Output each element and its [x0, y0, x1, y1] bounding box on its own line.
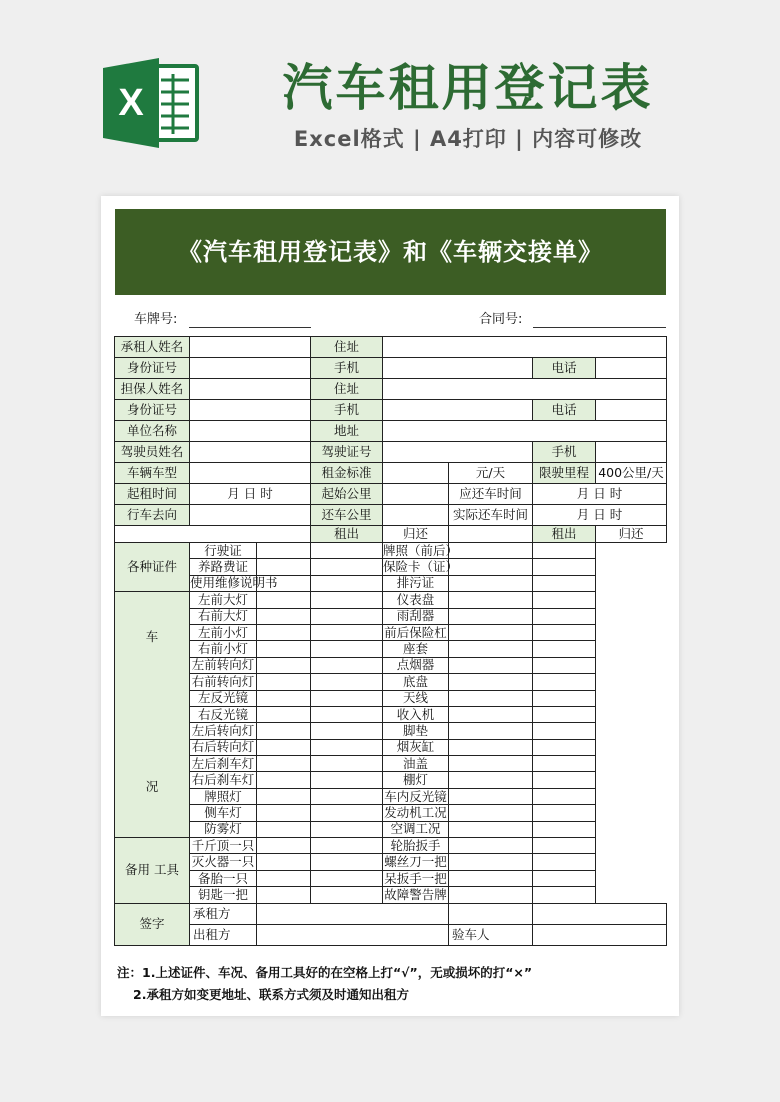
mileage-value: 400公里/天 [596, 463, 667, 484]
input-cell[interactable] [383, 463, 449, 484]
checklist-row [115, 674, 667, 690]
check-back-cell[interactable] [311, 543, 383, 559]
item-label: 雨刮器 [383, 608, 449, 624]
item-label: 前后保险杠 [384, 624, 447, 640]
check-out-cell[interactable] [257, 821, 311, 837]
check-back-cell[interactable] [533, 657, 596, 673]
plate-field[interactable] [189, 327, 311, 328]
cell-label: 电话 [533, 400, 596, 421]
checklist-row [115, 592, 667, 608]
item-label: 底盘 [383, 674, 449, 690]
item-label: 左后转向灯 [190, 723, 257, 739]
check-back-cell[interactable] [533, 543, 596, 559]
input-cell[interactable] [190, 358, 311, 379]
check-out-cell[interactable] [449, 870, 533, 886]
checklist-row [115, 690, 667, 706]
input-cell[interactable] [190, 463, 311, 484]
check-back-cell[interactable] [311, 559, 383, 575]
item-label: 使用维修说明书 [190, 575, 278, 591]
col-header-back: 归还 [596, 526, 667, 543]
cell-label: 实际还车时间 [449, 505, 533, 526]
rent-unit: 元/天 [449, 463, 533, 484]
item-label: 右前小灯 [190, 641, 257, 657]
checklist-row [115, 706, 667, 722]
check-back-cell[interactable] [311, 772, 383, 788]
cell-label: 住址 [311, 379, 383, 400]
note-line: 注：1.上述证件、车况、备用工具好的在空格上打“√”，无或损坏的打“×” [117, 965, 533, 980]
input-cell[interactable] [190, 505, 311, 526]
checklist-row [115, 739, 667, 755]
check-out-cell[interactable] [449, 854, 533, 870]
input-cell[interactable] [383, 421, 667, 442]
item-label: 发动机工况 [384, 804, 447, 820]
cell-label: 行车去向 [115, 505, 190, 526]
check-back-cell[interactable] [311, 608, 383, 624]
item-label: 烟灰缸 [383, 739, 449, 755]
checklist-row [115, 624, 667, 640]
date-cell[interactable]: 月 日 时 [190, 484, 311, 505]
checklist-row [115, 575, 667, 591]
check-out-cell[interactable] [449, 543, 533, 559]
item-label: 左前大灯 [190, 592, 257, 608]
cell-label: 驾驶员姓名 [115, 442, 190, 463]
input-cell[interactable] [383, 337, 667, 358]
cell-label: 担保人姓名 [115, 379, 190, 400]
check-out-cell[interactable] [257, 690, 311, 706]
cell-label: 还车公里 [311, 505, 383, 526]
check-out-cell[interactable] [449, 690, 533, 706]
check-back-cell[interactable] [311, 805, 383, 821]
cell-label: 地址 [311, 421, 383, 442]
item-label: 右前大灯 [190, 608, 257, 624]
item-label: 车内反光镜 [384, 788, 447, 804]
check-out-cell[interactable] [257, 788, 311, 804]
check-out-cell[interactable] [449, 706, 533, 722]
check-back-cell[interactable] [533, 788, 596, 804]
item-label: 右后刹车灯 [190, 772, 257, 788]
check-out-cell[interactable] [449, 821, 533, 837]
item-label: 灭火器一只 [190, 854, 257, 870]
col-header-back: 归还 [383, 526, 449, 543]
check-back-cell[interactable] [311, 641, 383, 657]
contract-field[interactable] [533, 327, 666, 328]
col-header-out: 租出 [311, 526, 383, 543]
check-back-cell[interactable] [311, 723, 383, 739]
check-back-cell[interactable] [533, 756, 596, 772]
cell-label: 手机 [311, 400, 383, 421]
check-out-cell[interactable] [449, 838, 533, 854]
cell-label: 租金标准 [311, 463, 383, 484]
check-back-cell[interactable] [533, 838, 596, 854]
check-back-cell[interactable] [533, 559, 596, 575]
checklist-row [115, 657, 667, 673]
check-out-cell[interactable] [257, 870, 311, 886]
input-cell[interactable] [596, 442, 667, 463]
car-group-label: 车 [145, 629, 159, 645]
renter-sign-label: 承租方 [190, 903, 257, 924]
check-back-cell[interactable] [311, 788, 383, 804]
check-out-cell[interactable] [449, 592, 533, 608]
check-out-cell[interactable] [449, 739, 533, 755]
item-label: 牌照灯 [190, 788, 257, 804]
item-label: 仪表盘 [383, 592, 449, 608]
item-label: 右后转向灯 [190, 739, 257, 755]
checklist-row [115, 543, 667, 559]
item-label: 棚灯 [383, 772, 449, 788]
check-out-cell[interactable] [257, 723, 311, 739]
item-label: 备胎一只 [190, 870, 257, 886]
cell-label: 身份证号 [115, 400, 190, 421]
check-out-cell[interactable] [257, 543, 311, 559]
check-back-cell[interactable] [533, 739, 596, 755]
check-back-cell[interactable] [533, 608, 596, 624]
signature-cell[interactable] [533, 903, 667, 924]
checklist-row [115, 723, 667, 739]
item-label: 轮胎扳手 [383, 838, 449, 854]
form-notes [117, 962, 532, 1006]
checklist-row [115, 788, 667, 804]
item-label: 行驶证 [190, 543, 257, 559]
check-out-cell[interactable] [449, 756, 533, 772]
item-label: 左后刹车灯 [190, 756, 257, 772]
check-back-cell[interactable] [533, 575, 596, 591]
check-back-cell[interactable] [533, 723, 596, 739]
check-back-cell[interactable] [533, 641, 596, 657]
docs-group-label: 各种证件 [115, 543, 190, 592]
check-back-cell[interactable] [311, 887, 383, 903]
cell-label: 车辆车型 [115, 463, 190, 484]
check-out-cell[interactable] [257, 657, 311, 673]
col-header-out: 租出 [533, 526, 596, 543]
date-cell[interactable]: 月 日 时 [533, 505, 667, 526]
check-out-cell[interactable] [449, 624, 533, 640]
check-out-cell[interactable] [257, 805, 311, 821]
check-back-cell[interactable] [533, 805, 596, 821]
item-label: 点烟器 [383, 657, 449, 673]
check-back-cell[interactable] [311, 592, 383, 608]
check-out-cell[interactable] [257, 854, 311, 870]
car-condition-group [115, 592, 190, 838]
check-back-cell[interactable] [311, 674, 383, 690]
date-cell[interactable]: 月 日 时 [533, 484, 667, 505]
page-subtitle: Excel格式 | A4打印 | 内容可修改 [293, 127, 643, 151]
check-out-cell[interactable] [257, 706, 311, 722]
cell-label: 限驶里程 [533, 463, 596, 484]
check-out-cell[interactable] [449, 575, 533, 591]
item-label: 螺丝刀一把 [384, 854, 447, 870]
checklist-row [115, 821, 667, 837]
signature-cell[interactable] [257, 924, 449, 945]
page-title: 汽车租用登记表 [282, 59, 654, 117]
check-back-cell[interactable] [533, 706, 596, 722]
cell-label: 驾驶证号 [311, 442, 383, 463]
checklist-row [115, 756, 667, 772]
check-back-cell[interactable] [311, 870, 383, 886]
item-label: 呆扳手一把 [384, 870, 447, 886]
item-label: 油盖 [383, 756, 449, 772]
input-cell[interactable] [190, 379, 311, 400]
checklist-row [115, 887, 667, 903]
item-label: 空调工况 [383, 821, 449, 837]
item-label: 防雾灯 [190, 821, 257, 837]
check-out-cell[interactable] [257, 772, 311, 788]
cell-label: 单位名称 [115, 421, 190, 442]
note-line: 2.承租方如变更地址、联系方式须及时通知出租方 [133, 987, 409, 1002]
check-back-cell[interactable] [311, 838, 383, 854]
check-back-cell[interactable] [533, 887, 596, 903]
item-label: 千斤顶一只 [190, 838, 257, 854]
item-label: 座套 [383, 641, 449, 657]
cell-label: 手机 [311, 358, 383, 379]
check-back-cell[interactable] [533, 772, 596, 788]
blank-cell [449, 526, 533, 543]
check-back-cell[interactable] [311, 624, 383, 640]
check-back-cell[interactable] [311, 756, 383, 772]
input-cell[interactable] [190, 400, 311, 421]
blank-cell [449, 903, 533, 924]
cell-label: 手机 [533, 442, 596, 463]
lessor-sign-label: 出租方 [190, 924, 257, 945]
input-cell[interactable] [383, 400, 533, 421]
inspector-label: 验车人 [449, 924, 533, 945]
item-label: 养路费证 [190, 559, 257, 575]
form-sheet [101, 196, 679, 1016]
check-out-cell[interactable] [257, 756, 311, 772]
cell-label: 应还车时间 [449, 484, 533, 505]
input-cell[interactable] [383, 442, 533, 463]
check-back-cell[interactable] [311, 739, 383, 755]
check-out-cell[interactable] [449, 772, 533, 788]
check-out-cell[interactable] [257, 608, 311, 624]
item-label: 钥匙一把 [190, 887, 257, 903]
cell-label: 电话 [533, 358, 596, 379]
item-label: 右反光镜 [190, 706, 257, 722]
check-out-cell[interactable] [257, 887, 311, 903]
excel-logo-letter: X [118, 82, 144, 124]
checklist-row [115, 608, 667, 624]
item-label: 左前小灯 [190, 624, 257, 640]
input-cell[interactable] [383, 484, 449, 505]
input-cell[interactable] [190, 337, 311, 358]
item-label: 保险卡（证） [383, 559, 459, 575]
input-cell[interactable] [596, 358, 667, 379]
checklist-row [115, 870, 667, 886]
cell-label: 身份证号 [115, 358, 190, 379]
cell-label: 起始公里 [311, 484, 383, 505]
check-out-cell[interactable] [449, 723, 533, 739]
item-label: 收入机 [383, 706, 449, 722]
item-label: 左前转向灯 [190, 657, 257, 673]
input-cell[interactable] [383, 379, 667, 400]
item-label: 牌照（前后） [383, 542, 459, 558]
check-back-cell[interactable] [533, 690, 596, 706]
blank-cell [115, 526, 311, 543]
check-back-cell[interactable] [311, 706, 383, 722]
check-back-cell[interactable] [311, 854, 383, 870]
check-back-cell[interactable] [311, 690, 383, 706]
check-back-cell[interactable] [533, 821, 596, 837]
item-label: 排污证 [383, 575, 449, 591]
check-back-cell[interactable] [533, 624, 596, 640]
contract-label: 合同号: [479, 312, 523, 327]
checklist-row [115, 641, 667, 657]
checklist-row [115, 772, 667, 788]
item-label: 右前转向灯 [190, 674, 257, 690]
plate-label: 车牌号: [134, 312, 178, 327]
check-out-cell[interactable] [257, 592, 311, 608]
check-out-cell[interactable] [257, 559, 311, 575]
excel-icon [103, 58, 199, 148]
input-cell[interactable] [190, 442, 311, 463]
cell-label: 住址 [311, 337, 383, 358]
tools-group-label: 备用 工具 [115, 838, 190, 904]
item-label: 侧车灯 [190, 805, 257, 821]
check-out-cell[interactable] [449, 674, 533, 690]
check-out-cell[interactable] [449, 641, 533, 657]
check-back-cell[interactable] [533, 854, 596, 870]
check-back-cell[interactable] [311, 821, 383, 837]
checklist-row [115, 854, 667, 870]
check-out-cell[interactable] [449, 788, 533, 804]
input-cell[interactable] [383, 505, 449, 526]
car-group-label: 况 [145, 779, 159, 795]
item-label: 左反光镜 [190, 690, 257, 706]
checklist-row [115, 838, 667, 854]
check-back-cell[interactable] [311, 657, 383, 673]
cell-label: 起租时间 [115, 484, 190, 505]
form-banner: 《汽车租用登记表》和《车辆交接单》 [115, 209, 666, 295]
check-out-cell[interactable] [257, 674, 311, 690]
rental-form-table [114, 336, 667, 946]
sign-group-label: 签字 [115, 903, 190, 945]
checklist-row [115, 559, 667, 575]
item-label: 故障警告牌 [384, 886, 447, 902]
check-out-cell[interactable] [449, 805, 533, 821]
signature-cell[interactable] [533, 924, 667, 945]
check-out-cell[interactable] [449, 657, 533, 673]
item-label: 天线 [383, 690, 449, 706]
input-cell[interactable] [383, 358, 533, 379]
check-out-cell[interactable] [257, 838, 311, 854]
check-back-cell[interactable] [311, 575, 383, 591]
check-out-cell[interactable] [449, 608, 533, 624]
check-out-cell[interactable] [449, 887, 533, 903]
check-out-cell[interactable] [257, 739, 311, 755]
check-back-cell[interactable] [533, 870, 596, 886]
checklist-row [115, 805, 667, 821]
check-out-cell[interactable] [257, 624, 311, 640]
check-out-cell[interactable] [449, 559, 533, 575]
cell-label: 承租人姓名 [115, 337, 190, 358]
item-label: 脚垫 [383, 723, 449, 739]
input-cell[interactable] [190, 421, 311, 442]
check-out-cell[interactable] [257, 641, 311, 657]
check-back-cell[interactable] [533, 674, 596, 690]
signature-cell[interactable] [257, 903, 449, 924]
input-cell[interactable] [596, 400, 667, 421]
check-back-cell[interactable] [533, 592, 596, 608]
